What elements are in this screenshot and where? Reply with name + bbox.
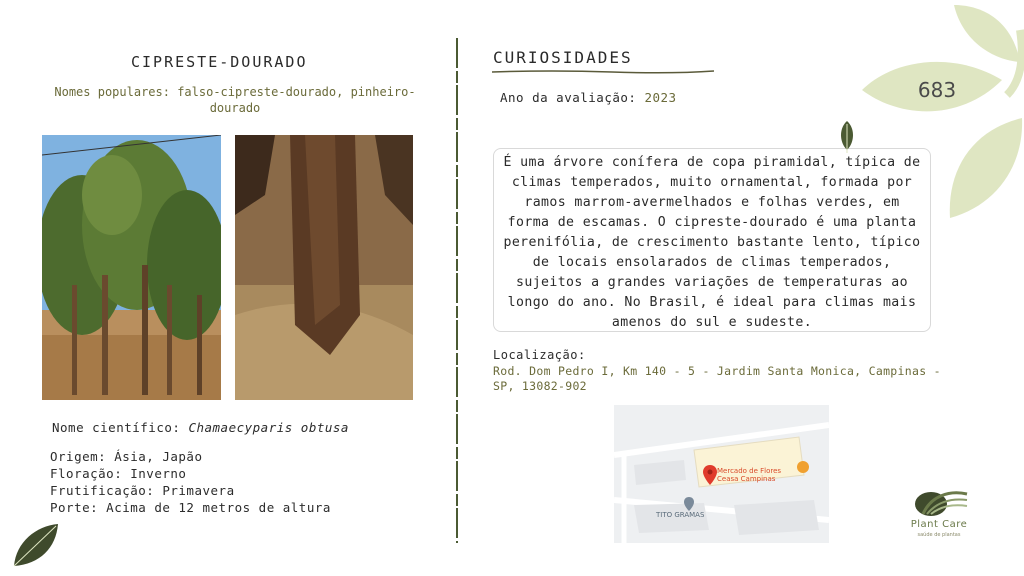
year-value: 2023 bbox=[644, 90, 677, 105]
size: Porte: Acima de 12 metros de altura bbox=[50, 500, 331, 515]
map-marker-icon bbox=[684, 497, 694, 511]
origin: Origem: Ásia, Japão bbox=[50, 449, 203, 464]
location-label: Localização: bbox=[493, 348, 586, 362]
popular-names: Nomes populares: falso-cipreste-dourado, pinheiro-dourado bbox=[54, 85, 416, 115]
map-pin-label-line1: Mercado de Flores bbox=[717, 467, 782, 475]
plant-care-logo-icon bbox=[913, 486, 969, 518]
map-pin-label bbox=[717, 467, 781, 483]
tree-photo bbox=[42, 135, 221, 400]
leaf-icon bbox=[10, 522, 62, 570]
location-map[interactable] bbox=[614, 405, 829, 543]
evaluation-year bbox=[500, 90, 677, 105]
brand-tagline: saúde de plantas bbox=[917, 532, 961, 538]
scientific-value: Chamaecyparis obtusa bbox=[188, 420, 349, 435]
scientific-label: Nome científico: bbox=[52, 420, 189, 435]
map-pin-icon[interactable] bbox=[703, 465, 717, 485]
map-pin-label-line2: Ceasa Campinas bbox=[717, 475, 776, 483]
flowering: Floração: Inverno bbox=[50, 466, 187, 481]
scientific-name bbox=[52, 420, 349, 435]
curiosities-heading: CURIOSIDADES bbox=[493, 48, 633, 67]
fruiting: Frutificação: Primavera bbox=[50, 483, 235, 498]
location-address[interactable]: Rod. Dom Pedro I, Km 140 - 5 - Jardim Santa Monica, Campinas - SP, 13082-902 bbox=[493, 364, 941, 393]
brand-name: Plant Care bbox=[910, 519, 968, 530]
plant-facts bbox=[50, 448, 331, 516]
heading-underline bbox=[492, 69, 714, 74]
column-divider bbox=[455, 38, 459, 543]
plant-name: CIPRESTE-DOURADO bbox=[131, 53, 308, 71]
year-label: Ano da avaliação: bbox=[500, 90, 645, 105]
trunk-photo bbox=[235, 135, 413, 400]
leaf-ornament-icon bbox=[837, 120, 857, 154]
map-secondary-label: TITO GRAMAS bbox=[656, 511, 705, 519]
badge-number: 683 bbox=[917, 78, 957, 102]
description-box: É uma árvore conífera de copa piramidal, típica de climas temperados, muito ornamental, formada por ramos marrom-avermelhados e folhas verdes, em forma de escamas. O cipreste-dourado é uma planta perenifólia, de crescimento bastante lento, típico de locais ensolarados de climas temperados, sujeitos a grandes variações de temperaturas ao longo do ano. No Brasil, é ideal para climas mais amenos do sul e sudeste. bbox=[493, 148, 931, 332]
decorative-leaves-icon bbox=[862, 0, 1024, 225]
